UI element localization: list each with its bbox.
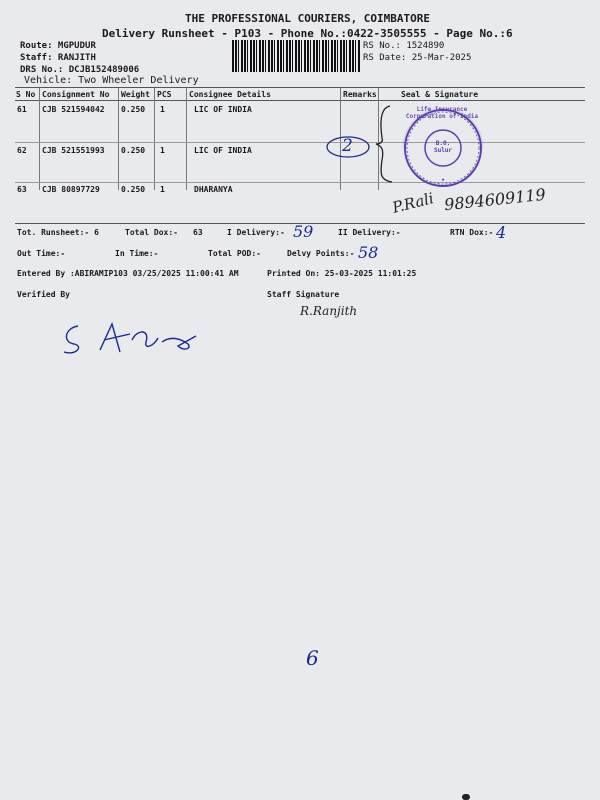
i-delivery-handwritten: 59 (293, 222, 314, 241)
row-weight: 0.250 (121, 105, 146, 114)
verified-by-label: Verified By (17, 290, 70, 299)
col-seal-signature: Seal & Signature (401, 90, 479, 99)
row-consignee: DHARANYA (194, 185, 233, 194)
svg-text:★: ★ (441, 176, 445, 183)
row-pcs: 1 (160, 105, 165, 114)
col-consignee: Consignee Details (189, 90, 271, 99)
stamp-center-text: B.O. Sulur (433, 140, 453, 154)
recipient-signature: P.Rali (390, 189, 436, 217)
runsheet-subtitle: Delivery Runsheet - P103 - Phone No.:0422-3505555 - Page No.:6 (102, 27, 513, 40)
total-dox-value: 63 (193, 228, 203, 237)
verifier-signature (60, 318, 210, 363)
scan-speck (462, 794, 470, 800)
drs-number: DRS No.: DCJB152489006 (20, 65, 140, 75)
ii-delivery-label: II Delivery:- (338, 228, 401, 237)
row-pcs: 1 (160, 185, 165, 194)
printed-on: Printed On: 25-03-2025 11:01:25 (267, 269, 417, 278)
row-weight: 0.250 (121, 185, 146, 194)
rtn-dox-label: RTN Dox:- (450, 228, 494, 237)
delvy-points-handwritten: 58 (358, 243, 379, 262)
row-consignment: CJB 521551993 (42, 146, 105, 155)
col-weight: Weight (121, 90, 150, 99)
col-divider (39, 88, 40, 190)
route: Route: MGPUDUR (20, 41, 96, 51)
col-consignment: Consignment No (42, 90, 110, 99)
rs-date: RS Date: 25-Mar-2025 (363, 53, 472, 63)
total-pod: Total POD:- (208, 249, 261, 258)
total-dox-label: Total Dox:- (125, 228, 178, 237)
col-remarks: Remarks (343, 90, 377, 99)
col-pcs: PCS (157, 90, 172, 99)
row-rule (15, 142, 585, 143)
recipient-phone: 9894609119 (443, 184, 547, 215)
staff: Staff: RANJITH (20, 53, 96, 63)
company-title: THE PROFESSIONAL COURIERS, COIMBATORE (185, 12, 431, 25)
table-top-rule (15, 87, 585, 88)
entered-by: Entered By :ABIRAMIP103 03/25/2025 11:00:41 AM (17, 269, 239, 278)
col-divider (154, 88, 155, 190)
remark-number: 2 (342, 136, 353, 156)
barcode (232, 40, 360, 72)
col-divider (186, 88, 187, 190)
out-time: Out Time:- (17, 249, 66, 258)
staff-signature-label: Staff Signature (267, 290, 340, 299)
row-sno: 61 (17, 105, 27, 114)
stamp-arc-text: Life Insurance Corporation of India (405, 106, 479, 120)
i-delivery-label: I Delivery:- (227, 228, 285, 237)
row-weight: 0.250 (121, 146, 146, 155)
rs-number: RS No.: 1524890 (363, 41, 445, 51)
row-consignee: LIC OF INDIA (194, 105, 252, 114)
row-consignee: LIC OF INDIA (194, 146, 252, 155)
col-sno: S No (16, 90, 36, 99)
table-header-rule (15, 100, 585, 101)
tot-runsheet: Tot. Runsheet:- 6 (17, 228, 99, 237)
delvy-points-label: Delvy Points:- (287, 249, 355, 258)
col-divider (118, 88, 119, 190)
rtn-dox-handwritten: 4 (496, 223, 507, 242)
row-sno: 62 (17, 146, 27, 155)
in-time: In Time:- (115, 249, 159, 258)
row-pcs: 1 (160, 146, 165, 155)
row-consignment: CJB 521594042 (42, 105, 105, 114)
row-rule (15, 182, 585, 183)
vehicle: Vehicle: Two Wheeler Delivery (24, 75, 199, 86)
staff-signature-handwritten: R.Ranjith (300, 304, 358, 318)
row-sno: 63 (17, 185, 27, 194)
row-consignment: CJB 80897729 (42, 185, 100, 194)
bottom-mark: 6 (306, 646, 319, 670)
